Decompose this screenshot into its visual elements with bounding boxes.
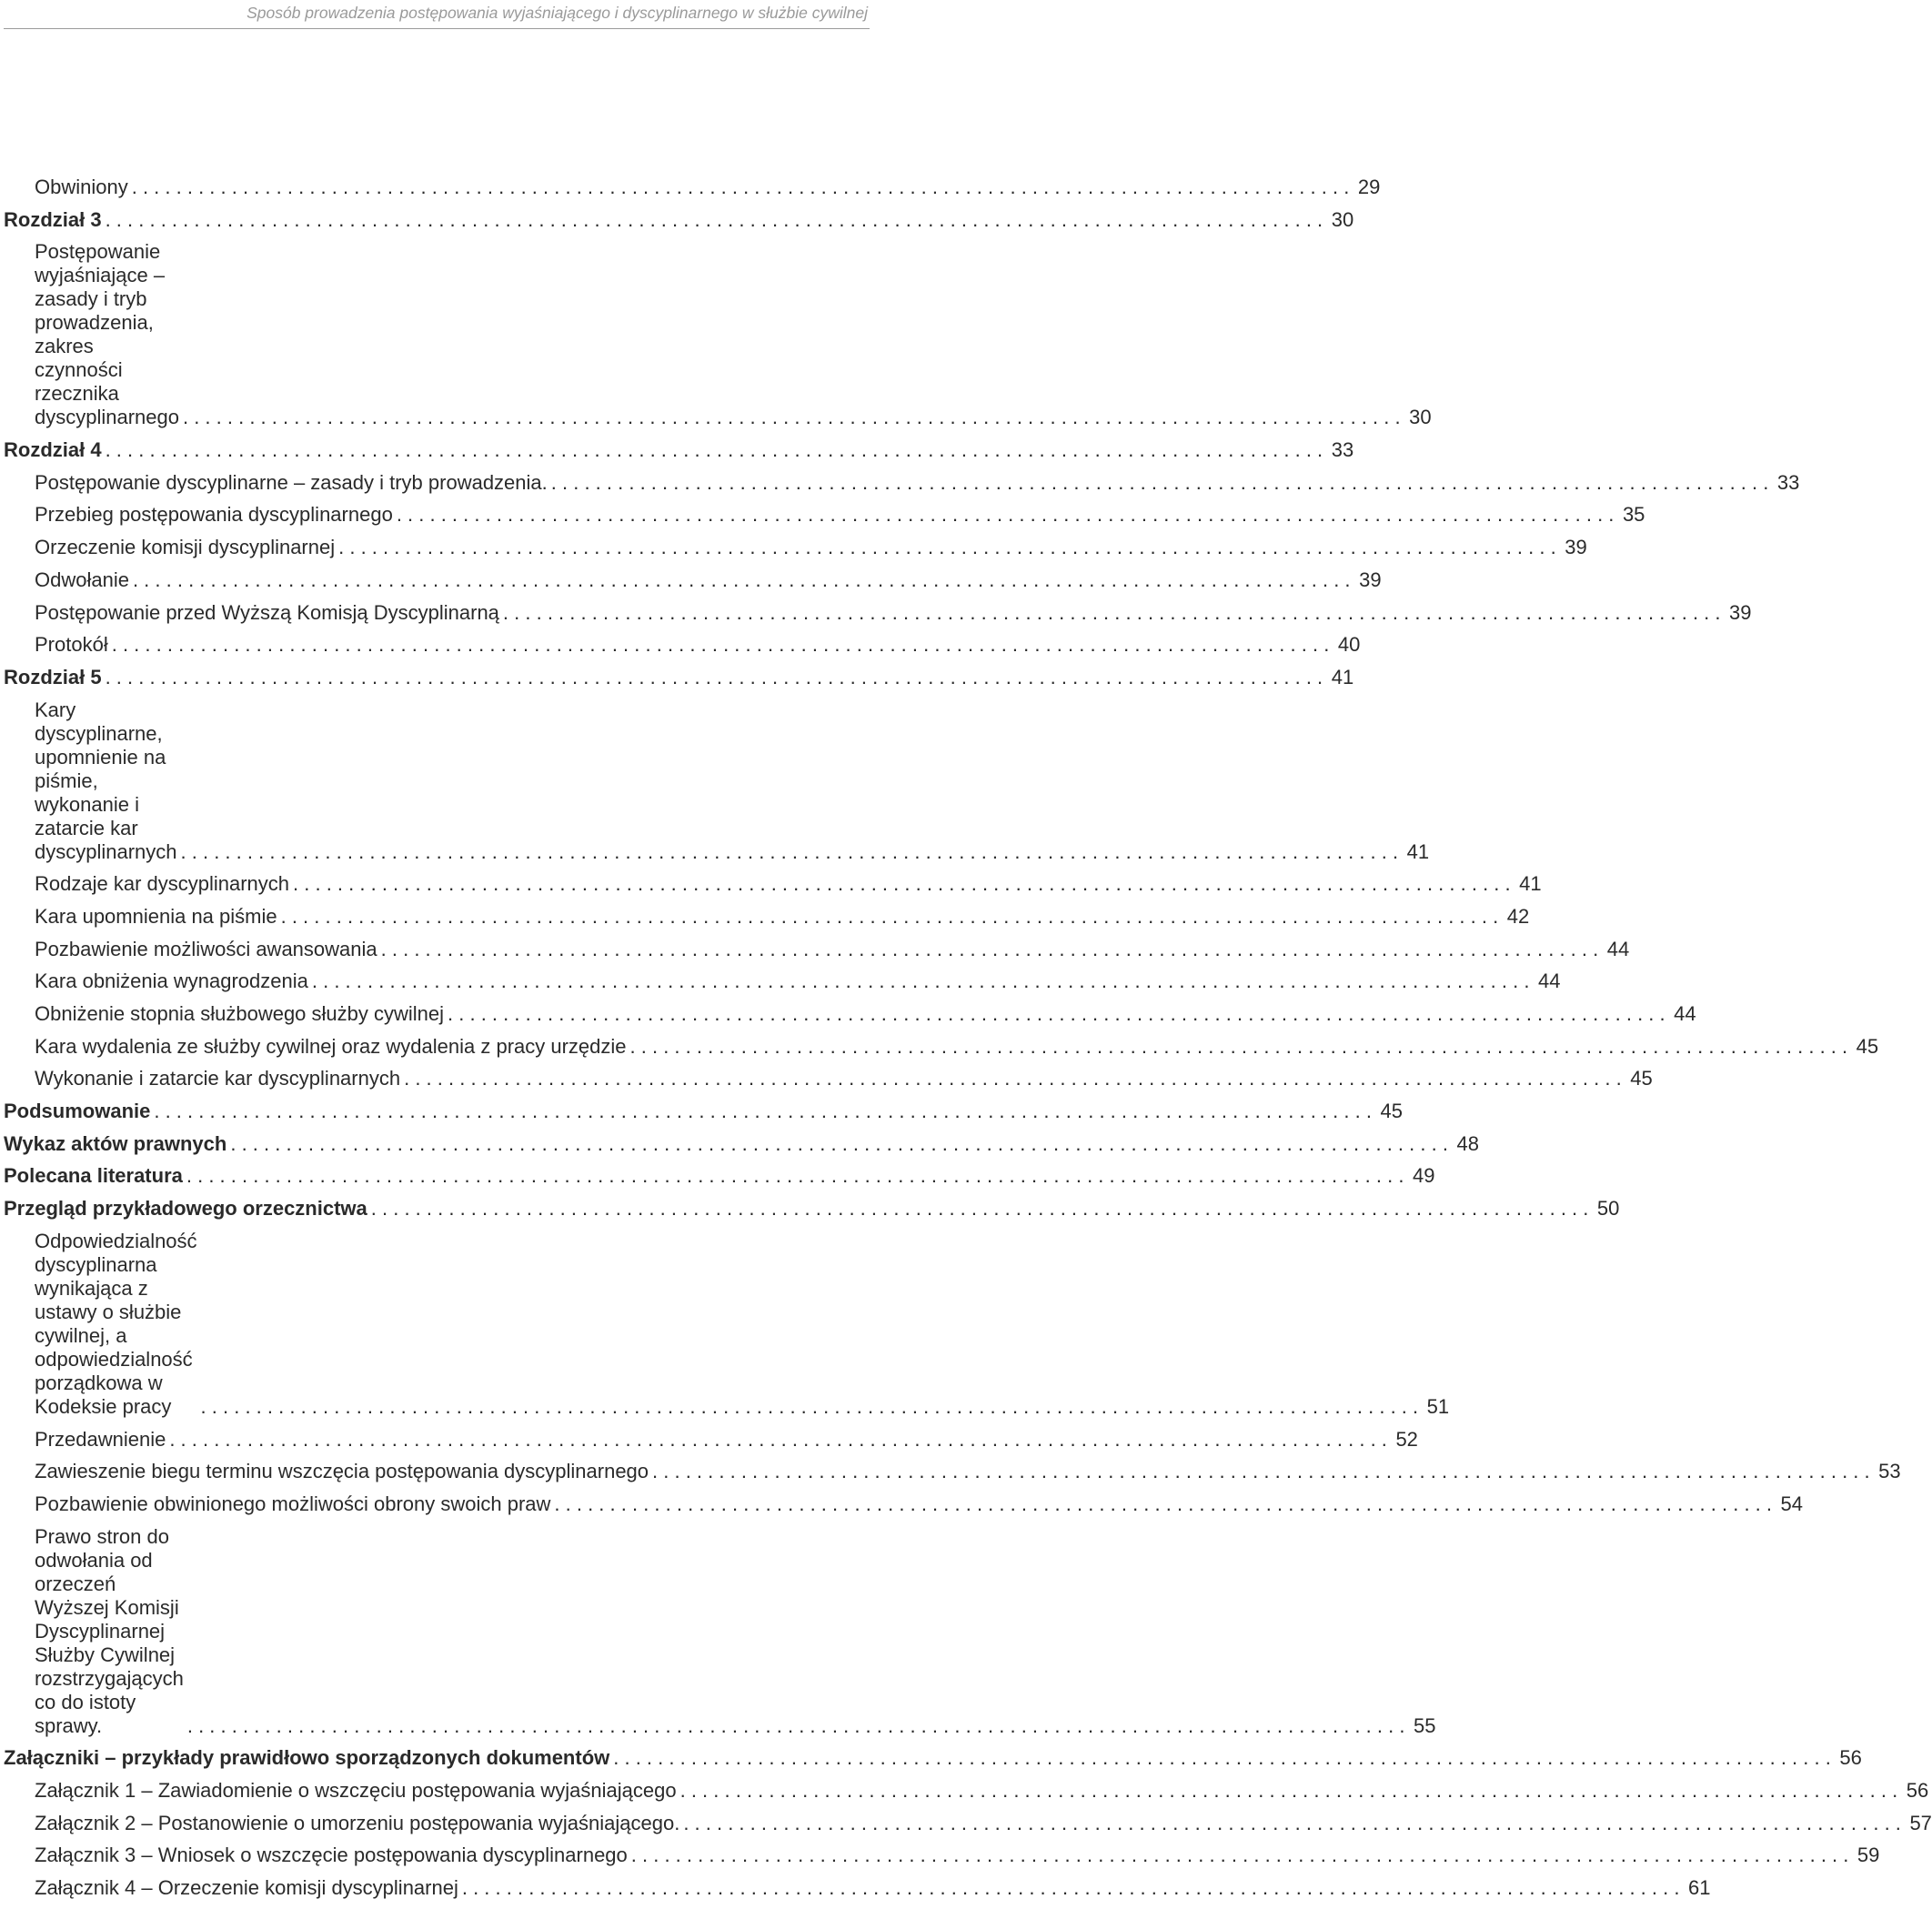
toc-entry-page-number: 33 [1776,470,1800,494]
toc-section-entry[interactable] [0,240,1432,429]
toc-entry-page-number: 41 [1331,665,1354,688]
toc-entry-page-number: 59 [1857,1844,1880,1867]
dot-leader [503,601,1721,625]
toc-section-entry[interactable] [0,600,1752,625]
toc-entry-page-number: 30 [1409,406,1432,429]
toc-entry-title: Odpowiedzialność dyscyplinarna wynikająca z ustawy o służbie cywilnej, a odpowiedzialność porządkowa w Kodeksie pracy [35,1229,197,1418]
dot-leader [631,1844,1849,1867]
dot-leader [133,568,1351,592]
toc-chapter-entry[interactable] [0,438,1354,462]
toc-section-entry[interactable] [0,1492,1804,1516]
dot-leader [169,1428,1387,1452]
dot-leader [462,1876,1680,1900]
toc-section-entry[interactable] [0,1876,1711,1900]
header-divider [4,28,870,29]
dot-leader [106,208,1323,232]
dot-leader [630,1035,1848,1059]
dot-leader [613,1746,1831,1770]
toc-entry-page-number: 40 [1337,633,1361,657]
toc-entry-page-number: 56 [1839,1746,1862,1770]
dot-leader [281,905,1499,929]
dot-leader [680,1779,1898,1803]
toc-entry-title: Załącznik 3 – Wniosek o wszczęcie postępowania dyscyplinarnego [35,1844,628,1867]
toc-entry-title: Protokół [35,633,108,657]
toc-entry-page-number: 53 [1878,1460,1901,1483]
toc-section-entry[interactable] [0,1844,1880,1867]
dot-leader [683,1812,1901,1835]
dot-leader [448,1002,1665,1026]
dot-leader [183,406,1401,429]
toc-entry-title: Wykonanie i zatarcie kar dyscyplinarnych [35,1067,401,1090]
toc-entry-title: Postępowanie wyjaśniające – zasady i tryb prowadzenia, zakres czynności rzecznika dyscyplinarnego [35,240,179,429]
toc-section-entry[interactable] [0,937,1630,961]
toc-entry-title: Obwiniony [35,176,128,198]
toc-entry-title: Polecana literatura [4,1164,183,1188]
toc-entry-page-number: 39 [1729,600,1752,624]
dot-leader [106,666,1323,689]
toc-section-entry[interactable] [0,872,1542,896]
toc-section-entry[interactable] [0,470,1800,495]
toc-section-entry[interactable] [0,1778,1929,1803]
toc-entry-title: Postępowanie dyscyplinarne – zasady i tryb prowadzenia. [35,470,548,494]
toc-chapter-entry[interactable] [0,665,1354,689]
toc-entry-title: Kara obniżenia wynagrodzenia [35,970,308,993]
toc-chapter-entry[interactable] [0,207,1354,232]
dot-leader [652,1460,1870,1483]
toc-section-entry[interactable] [0,1811,1932,1835]
toc-entry-title: Załącznik 1 – Zawiadomienie o wszczęciu postępowania wyjaśniającego [35,1778,677,1802]
dot-leader [106,438,1323,462]
dot-leader [132,176,1350,199]
table-of-contents [0,176,1932,1909]
toc-entry-title: Załączniki – przykłady prawidłowo sporządzonych dokumentów [4,1746,610,1770]
toc-section-entry[interactable] [0,970,1561,993]
toc-entry-page-number: 44 [1538,970,1561,993]
dot-leader [381,938,1599,961]
toc-entry-title: Kara upomnienia na piśmie [35,904,277,928]
toc-chapter-entry[interactable] [0,1131,1479,1156]
toc-entry-page-number: 61 [1687,1876,1711,1899]
toc-entry-page-number: 33 [1331,438,1354,462]
toc-entry-page-number: 45 [1630,1067,1653,1090]
dot-leader [404,1067,1622,1090]
toc-entry-title: Pozbawienie obwinionego możliwości obrony swoich praw [35,1492,551,1515]
dot-leader [187,1714,1405,1738]
toc-section-entry[interactable] [0,904,1530,929]
toc-chapter-entry[interactable] [0,1197,1620,1221]
toc-section-entry[interactable] [0,1002,1696,1026]
toc-section-entry[interactable] [0,633,1361,657]
toc-entry-page-number: 50 [1596,1197,1620,1221]
toc-section-entry[interactable] [0,698,1430,864]
toc-chapter-entry[interactable] [0,1100,1403,1123]
toc-entry-title: Przebieg postępowania dyscyplinarnego [35,503,393,527]
toc-entry-page-number: 52 [1395,1427,1418,1451]
dot-leader [112,633,1330,657]
toc-entry-page-number: 45 [1856,1034,1879,1058]
dot-leader [293,872,1511,896]
dot-leader [181,840,1399,864]
toc-entry-page-number: 48 [1456,1131,1479,1155]
toc-section-entry[interactable] [0,176,1381,199]
dot-leader [154,1100,1372,1123]
toc-entry-title: Zawieszenie biegu terminu wszczęcia postępowania dyscyplinarnego [35,1460,649,1483]
toc-entry-title: Rozdział 4 [4,438,102,462]
toc-entry-page-number: 51 [1426,1394,1450,1418]
toc-entry-title: Załącznik 4 – Orzeczenie komisji dyscyplinarnej [35,1876,458,1899]
dot-leader [201,1395,1419,1419]
toc-entry-title: Postępowanie przed Wyższą Komisją Dyscyplinarną [35,600,499,624]
toc-entry-title: Kara wydalenia ze służby cywilnej oraz wydalenia z pracy urzędzie [35,1034,627,1058]
toc-section-entry[interactable] [0,536,1587,559]
toc-section-entry[interactable] [0,1229,1450,1419]
toc-entry-title: Orzeczenie komisji dyscyplinarnej [35,536,336,559]
toc-entry-title: Kary dyscyplinarne, upomnienie na piśmie, wykonanie i zatarcie kar dyscyplinarnych [35,698,177,863]
toc-entry-title: Przegląd przykładowego orzecznictwa [4,1197,367,1221]
toc-section-entry[interactable] [0,1427,1418,1452]
toc-section-entry[interactable] [0,1460,1901,1483]
toc-section-entry[interactable] [0,1524,1436,1738]
toc-entry-title: Przedawnienie [35,1427,166,1451]
toc-entry-title: Pozbawienie możliwości awansowania [35,937,377,960]
toc-entry-page-number: 41 [1406,839,1430,863]
toc-entry-page-number: 30 [1331,207,1354,231]
toc-entry-page-number: 41 [1519,872,1542,896]
toc-entry-page-number: 55 [1413,1713,1436,1737]
toc-entry-page-number: 45 [1380,1100,1403,1123]
dot-leader [186,1164,1404,1188]
dot-leader [338,536,1556,559]
toc-entry-page-number: 35 [1622,503,1645,527]
dot-leader [312,970,1530,993]
toc-entry-page-number: 39 [1565,536,1587,559]
toc-entry-title: Odwołanie [35,568,129,591]
dot-leader [551,471,1769,495]
toc-section-entry[interactable] [0,568,1382,592]
toc-section-entry[interactable] [0,503,1645,527]
toc-entry-page-number: 56 [1906,1778,1929,1802]
toc-entry-title: Podsumowanie [4,1100,151,1123]
toc-entry-page-number: 49 [1413,1164,1435,1188]
toc-entry-page-number: 29 [1357,176,1381,198]
toc-entry-page-number: 44 [1606,937,1630,960]
toc-entry-title: Rozdział 3 [4,207,102,231]
toc-entry-title: Obniżenie stopnia służbowego służby cywilnej [35,1002,445,1025]
running-title: Sposób prowadzenia postępowania wyjaśniającego i dyscyplinarnego w służbie cywilnej [247,4,868,22]
toc-entry-page-number: 57 [1909,1811,1932,1834]
running-header [0,0,873,33]
dot-leader [230,1132,1448,1156]
toc-entry-title: Załącznik 2 – Postanowienie o umorzeniu postępowania wyjaśniającego. [35,1811,680,1834]
toc-entry-title: Rozdział 5 [4,665,102,688]
toc-entry-page-number: 42 [1506,904,1530,928]
toc-entry-page-number: 39 [1359,568,1382,591]
toc-entry-title: Prawo stron do odwołania od orzeczeń Wyższej Komisji Dyscyplinarnej Służby Cywilnej rozstrzygających co do istoty sprawy. [35,1524,184,1737]
toc-chapter-entry[interactable] [0,1746,1862,1770]
dot-leader [397,503,1615,527]
dot-leader [371,1197,1589,1221]
dot-leader [554,1492,1772,1516]
toc-entry-page-number: 44 [1674,1002,1696,1025]
toc-section-entry[interactable] [0,1034,1879,1059]
toc-entry-title: Rodzaje kar dyscyplinarnych [35,872,290,896]
toc-chapter-entry[interactable] [0,1164,1435,1188]
toc-entry-title: Wykaz aktów prawnych [4,1131,227,1155]
toc-entry-page-number: 54 [1780,1492,1804,1515]
toc-section-entry[interactable] [0,1067,1653,1090]
